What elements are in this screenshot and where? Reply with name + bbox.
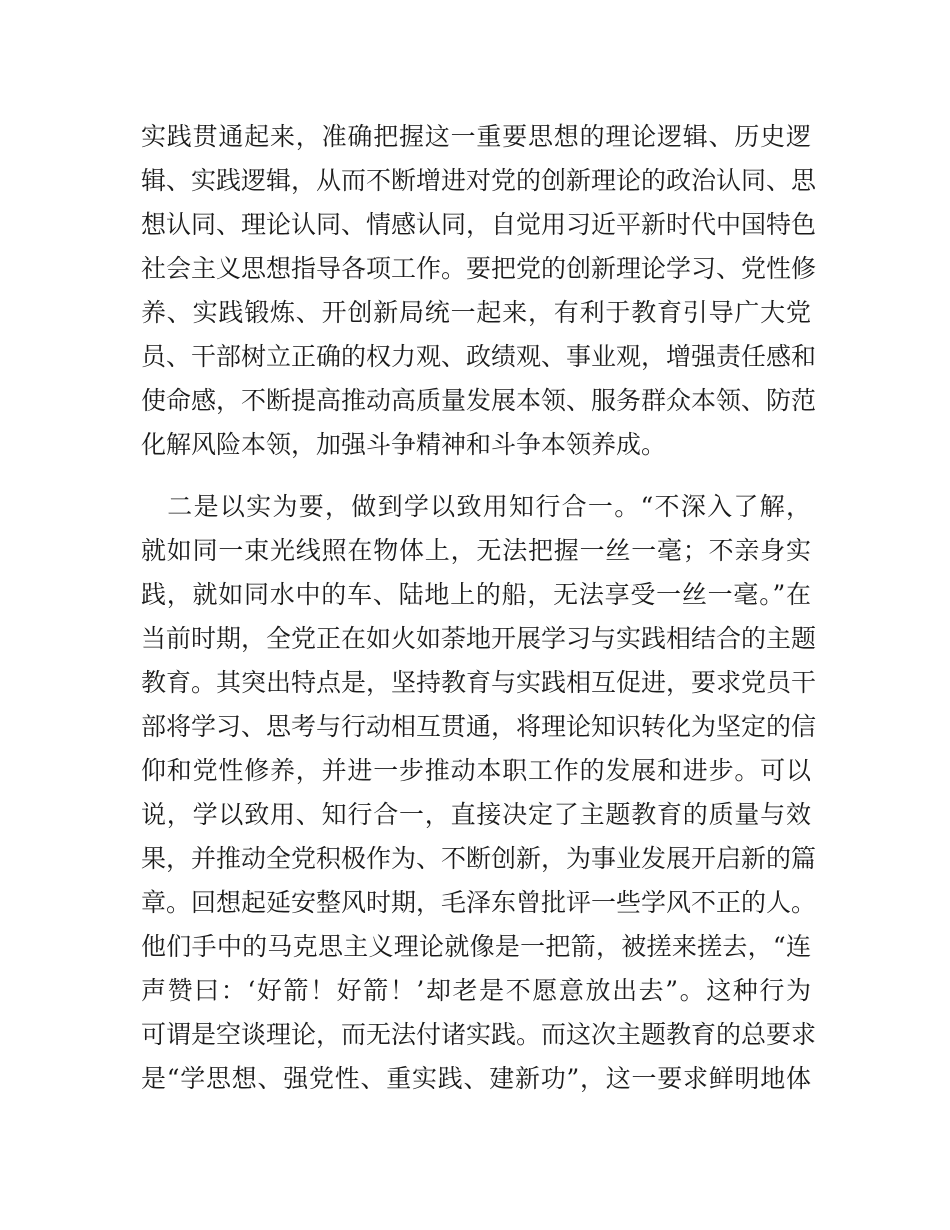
text-line: 可谓是空谈理论，而无法付诸实践。而这次主题教育的总要求: [141, 1020, 817, 1049]
text-line: 就如同一束光线照在物体上，无法把握一丝一毫；不亲身实: [141, 536, 811, 565]
text-line: 说，学以致用、知行合一，直接决定了主题教育的质量与效: [141, 800, 811, 829]
text-line: 化解风险本领，加强斗争精神和斗争本领养成。: [141, 430, 667, 459]
text-line: 果，并推动全党积极作为、不断创新，为事业发展开启新的篇: [141, 844, 817, 873]
paragraph-2: [141, 485, 817, 1101]
text-line: 社会主义思想指导各项工作。要把党的创新理论学习、党性修: [141, 254, 817, 283]
text-line: 辑、实践逻辑，从而不断增进对党的创新理论的政治认同、思: [141, 166, 817, 195]
text-line: 使命感，不断提高推动高质量发展本领、服务群众本领、防范: [141, 386, 817, 415]
text-line: 教育。其突出特点是，坚持教育与实践相互促进，要求党员干: [141, 668, 817, 697]
text-line: 是“学思想、强党性、重实践、建新功”，这一要求鲜明地体: [141, 1064, 811, 1093]
paragraph-1: [141, 115, 817, 467]
text-line: 实践贯通起来，准确把握这一重要思想的理论逻辑、历史逻: [141, 122, 811, 151]
text-line: 员、干部树立正确的权力观、政绩观、事业观，增强责任感和: [141, 342, 817, 371]
text-line: 他们手中的马克思主义理论就像是一把箭，被搓来搓去，“连: [141, 932, 811, 961]
text-line: 章。回想起延安整风时期，毛泽东曾批评一些学风不正的人。: [141, 888, 817, 917]
text-line: 部将学习、思考与行动相互贯通，将理论知识转化为坚定的信: [141, 712, 817, 741]
text-line: 践，就如同水中的车、陆地上的船，无法享受一丝一毫。”在: [141, 580, 811, 609]
text-line: 想认同、理论认同、情感认同，自觉用习近平新时代中国特色: [141, 210, 817, 239]
document-page: [141, 115, 817, 1101]
text-line: 声赞曰：‘好箭！好箭！’却老是不愿意放出去”。这种行为: [141, 976, 811, 1005]
text-line: 养、实践锻炼、开创新局统一起来，有利于教育引导广大党: [141, 298, 811, 327]
text-line: 二是以实为要，做到学以致用知行合一。“不深入了解，: [141, 492, 811, 521]
text-line: 当前时期，全党正在如火如荼地开展学习与实践相结合的主题: [141, 624, 817, 653]
paragraph-spacer: [141, 467, 811, 485]
text-line: 仰和党性修养，并进一步推动本职工作的发展和进步。可以: [141, 756, 811, 785]
